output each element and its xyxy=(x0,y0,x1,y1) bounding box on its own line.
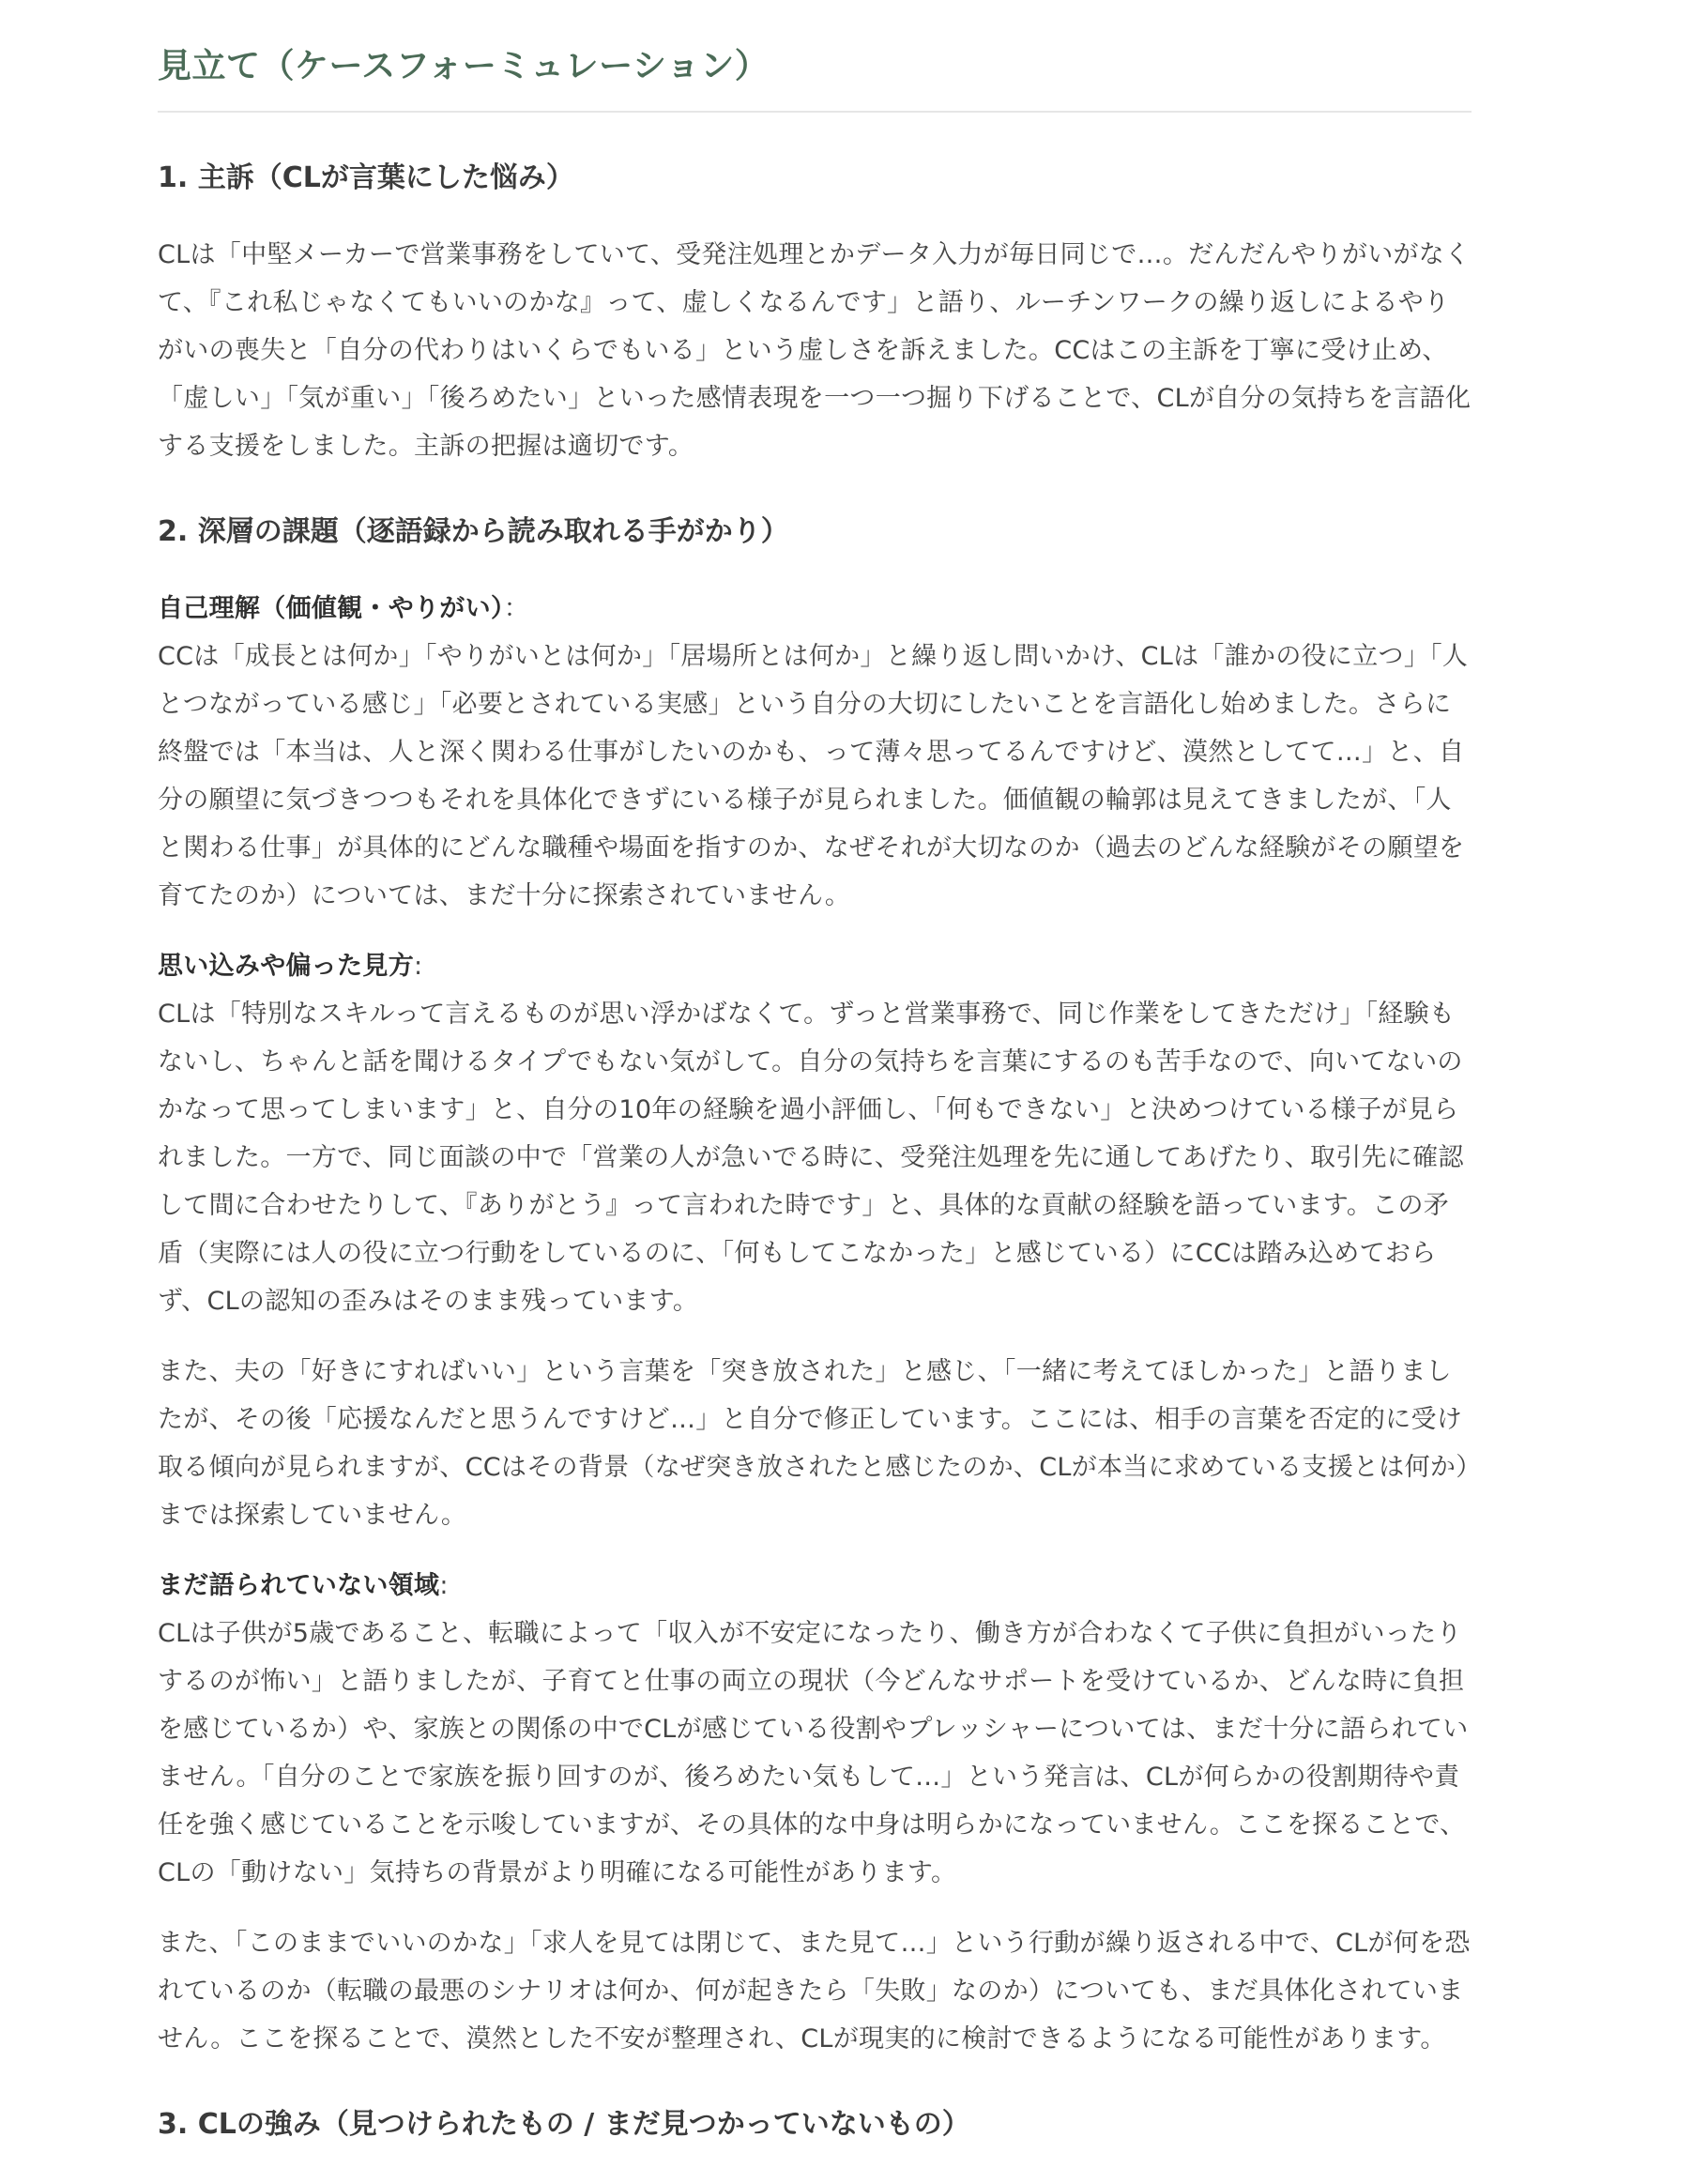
section-heading-1: 1. 主訴（CLが言葉にした悩み） xyxy=(158,161,574,194)
section-heading-3: 3. CLの強み（見つけられたもの / まだ見つかっていないもの） xyxy=(158,2108,970,2141)
section-heading-2: 2. 深層の課題（逐語録から読み取れる手がかり） xyxy=(158,515,789,548)
paragraph-husband-words: また、夫の「好きにすればいい」という言葉を「突き放された」と感じ、「一緒に考えてほしかった」と語りましたが、その後「応援なんだと思うんですけど…」と自分で修正しています。ここには、相手の言葉を否定的に受け取る傾向が見られますが、CCはその背景（なぜ突き放されたと感じたのか、CLが本当に求めている支援とは何か）までは探索していません。 xyxy=(158,1357,1469,1530)
sub-label-separator: : xyxy=(439,1571,449,1600)
page-title: 見立て（ケースフォーミュレーション） xyxy=(158,47,770,85)
paragraph-unspoken-areas xyxy=(158,1562,1472,1897)
document-content xyxy=(158,0,1472,2145)
paragraph-fears: また、「このままでいいのかな」「求人を見ては閉じて、また見て…」という行動が繰り返される中で、CLが何を恐れているのか（転職の最悪のシナリオは何か、何が起きたら「失敗」なのか）についても、まだ具体化されていません。ここを探ることで、漠然とした不安が整理され、CLが現実的に検討できるようになる可能性があります。 xyxy=(158,1929,1471,2053)
paragraph-chief-complaint: CLは「中堅メーカーで営業事務をしていて、受発注処理とかデータ入力が毎日同じで…。だんだんやりがいがなくて、『これ私じゃなくてもいいのかな』って、虚しくなるんです」と語り、ルーチンワークの繰り返しによるやりがいの喪失と「自分の代わりはいくらでもいる」という虚しさを訴えました。CCはこの主訴を丁寧に受け止め、「虚しい」「気が重い」「後ろめたい」といった感情表現を一つ一つ掘り下げることで、CLが自分の気持ちを言語化する支援をしました。主訴の把握は適切です。 xyxy=(158,240,1472,461)
sub-label-unspoken-areas: まだ語られていない領域 xyxy=(158,1571,440,1600)
paragraph-text: CLは「特別なスキルって言えるものが思い浮かばなくて。ずっと営業事務で、同じ作業をしてきただけ」「経験もないし、ちゃんと話を聞けるタイプでもない気がして。自分の気持ちを言葉にするのも苦手なので、向いてないのかなって思ってしまいます」と、自分の10年の経験を過小評価し、「何もできない」と決めつけている様子が見られました。一方で、同じ面談の中で「営業の人が急いでる時に、受発注処理を先に通してあげたり、取引先に確認して間に合わせたりして、『ありがとう』って言われた時です」と、具体的な貢献の経験を語っています。この矛盾（実際には人の役に立つ行動をしているのに、「何もしてこなかった」と感じている）にCCは踏み込めておらず、CLの認知の歪みはそのまま残っています。 xyxy=(158,1000,1464,1316)
paragraph-text: CCは「成長とは何か」「やりがいとは何か」「居場所とは何か」と繰り返し問いかけ、CLは「誰かの役に立つ」「人とつながっている感じ」「必要とされている実感」という自分の大切にしたいことを言語化し始めました。さらに終盤では「本当は、人と深く関わる仕事がしたいのかも、って薄々思ってるんですけど、漠然としてて…」と、自分の願望に気づきつつもそれを具体化できずにいる様子が見られました。価値観の輪郭は見えてきましたが、「人と関わる仕事」が具体的にどんな職種や場面を指すのか、なぜそれが大切なのか（過去のどんな経験がその願望を育てたのか）については、まだ十分に探索されていません。 xyxy=(158,642,1469,910)
sub-label-self-understanding: 自己理解（価値観・やりがい） xyxy=(158,594,504,623)
paragraph-biased-views xyxy=(158,942,1472,1325)
sub-label-separator: ： xyxy=(503,594,530,623)
sub-label-separator: : xyxy=(414,952,423,981)
sub-label-biased-views: 思い込みや偏った見方 xyxy=(158,952,414,981)
paragraph-self-understanding xyxy=(158,585,1472,920)
title-divider xyxy=(158,111,1472,113)
paragraph-text: CLは子供が5歳であること、転職によって「収入が不安定になったり、働き方が合わなくて子供に負担がいったりするのが怖い」と語りましたが、子育てと仕事の両立の現状（今どんなサポートを受けているか、どんな時に負担を感じているか）や、家族との関係の中でCLが感じている役割やプレッシャーについては、まだ十分に語られていません。「自分のことで家族を振り回すのが、後ろめたい気もして…」という発言は、CLが何らかの役割期待や責任を強く感じていることを示唆していますが、その具体的な中身は明らかになっていません。ここを探ることで、CLの「動けない」気持ちの背景がより明確になる可能性があります。 xyxy=(158,1619,1469,1887)
